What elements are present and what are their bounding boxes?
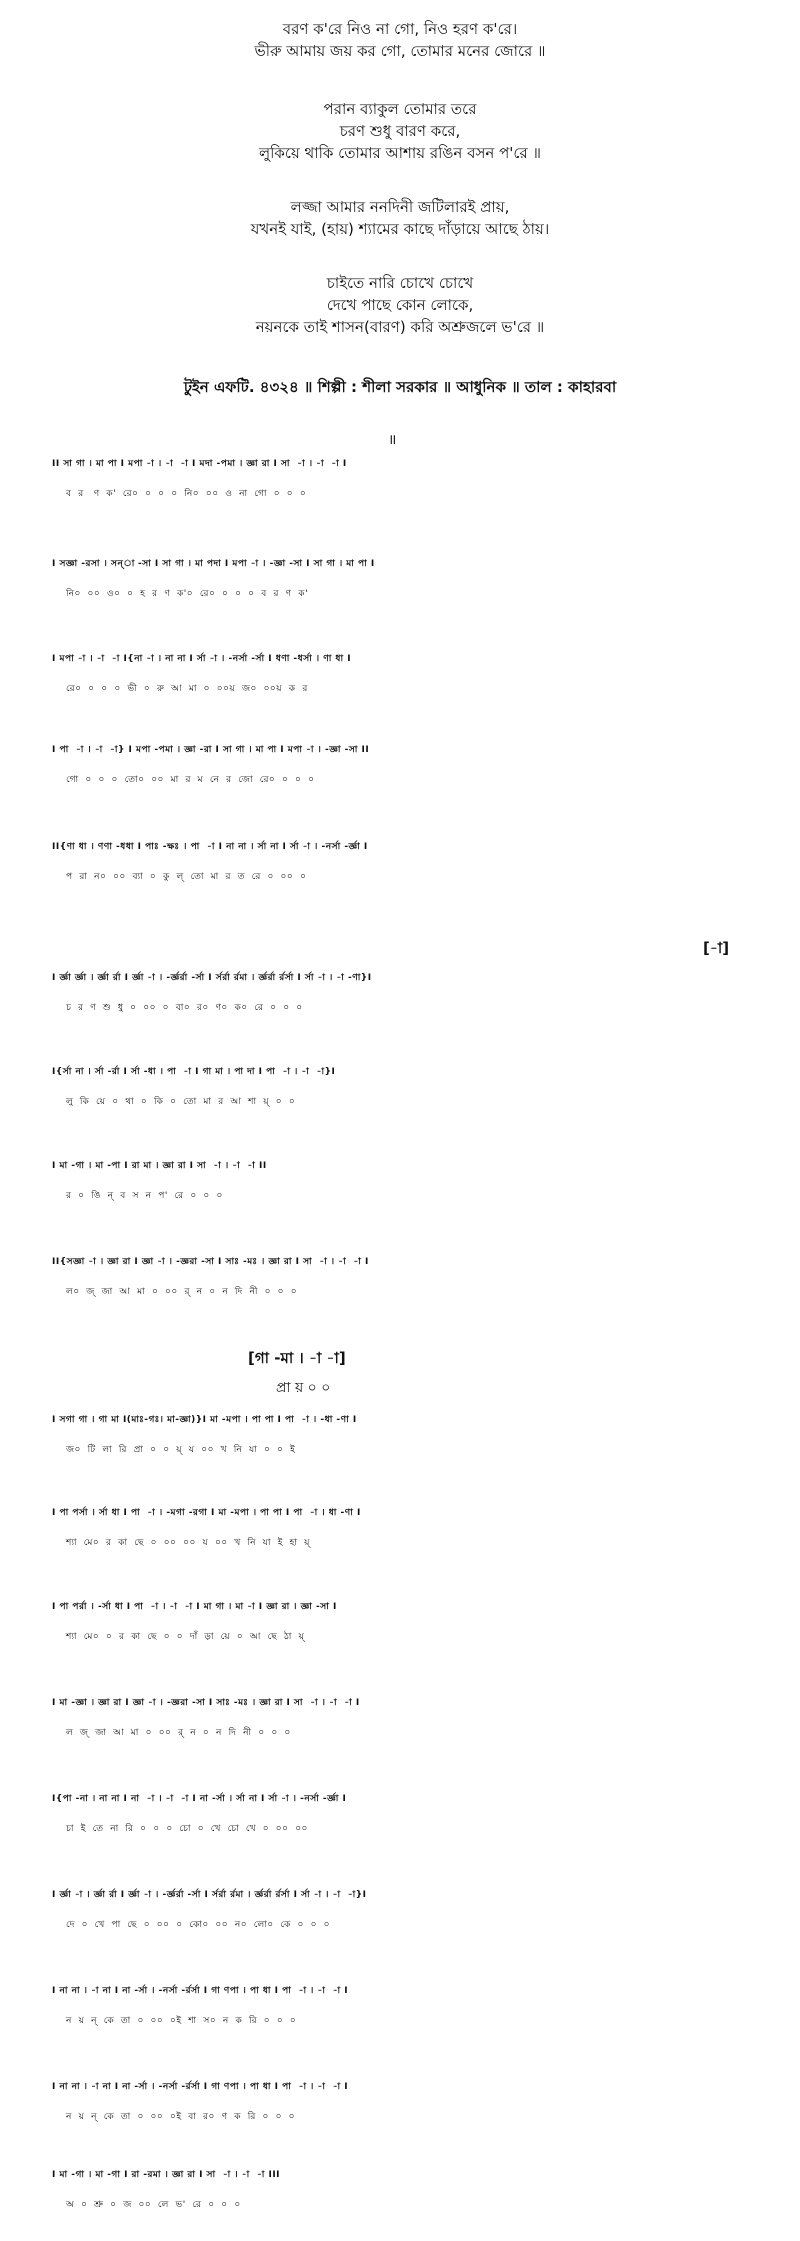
syllable-line: শ্যা মে০ ০ র কা ছে ০ ০ দাঁ ড়া য়ে ০ আ ছে ঠা য়্ xyxy=(66,1632,305,1642)
swara-line: II{ণা ধা । ণণা -ধধা I পাঃ -ক্ষঃ । পা -া I না না । র্সা না I র্সা -া । -নর্সা -র্জ্ঞা I xyxy=(52,842,368,852)
swara-line: I পা পর্সা । র্সা ধা I পা -া । -মগা -রগা I মা -মপা । পা পা I পা -া । ধা -ণা I xyxy=(52,1508,361,1518)
syllable-line: চ র ণ শু ধু ০ ০০ ০ বা০ র০ ণ০ ক০ রে ০ ০ ০ xyxy=(66,1003,303,1013)
lyric-line: যখনই যাই, (হায়) শ্যামের কাছে দাঁড়ায়ে আছে ঠায়। xyxy=(250,220,550,238)
syllable-line: রে০ ০ ০ ০ ভী ০ রু আ মা ০ ০০য় জ০ ০০য় ক র xyxy=(66,684,308,694)
swara-line: I মপা -া । -া -া I{না -া । না না I র্সা -া । -নর্সা -র্সা I ধণা -ধর্সা । ণা ধা I xyxy=(52,654,352,664)
song-meta-line: টুইন এফটি. ৪৩২৪ ॥ শিল্পী : শীলা সরকার ॥ আধুনিক ॥ তাল : কাহারবা xyxy=(183,378,617,396)
syllable-line: ল০ জ্ জা আ মা ০ ০০ র্ ন ০ ন দি নী ০ ০ ০ xyxy=(66,1287,298,1297)
syllable-line: প রা ন০ ০০ ব্যা ০ কু ল্ তো মা র ত রে ০ ০০ ০ xyxy=(66,872,307,882)
syllable-line: চা ই তে না রি ০ ০ ০ চো ০ খে চো খে ০ ০০ ০০ xyxy=(66,1824,308,1834)
swara-line: I না না । -া না I না -র্সা । -নর্সা -র্রর্সা I গা ণপা । পা ধা I পা -া । -া -া I xyxy=(52,1986,349,1996)
lyric-line: দেখে পাছে কোন লোকে, xyxy=(326,296,474,314)
lyric-line: চরণ শুধু বারণ করে, xyxy=(339,122,461,140)
swara-line: I র্জ্ঞা র্জ্ঞা । র্জ্ঞা র্রা I র্জ্ঞা -া । -র্জ্ঞর্রা -র্সা I র্সর্রা র্রমা । র্জ্ঞর্রা র্রর্সা I র্সা -া । -া -ণা}I xyxy=(52,973,372,983)
lyrics-stanza-2 xyxy=(0,98,800,164)
syllable-line: জ০ টি লা রি প্রা ০ ০ য়্ য ০০ খ নি যা ০ ০ ই xyxy=(66,1445,296,1455)
lyrics-stanza-4 xyxy=(0,272,800,338)
lyric-line: বরণ ক'রে নিও না গো, নিও হরণ ক'রে। xyxy=(282,20,518,38)
swara-line: II সা গা । মা পা I মপা -া । -া -া I মদা -পমা । জ্ঞা রা I সা -া । -া -া I xyxy=(52,459,347,469)
syllable-line: নি০ ০০ ও০ ০ হ র ণ ক'০ রে০ ০ ০ ০ ব র ণ ক' xyxy=(66,589,309,599)
swara-line: I{র্সা না । র্সা -র্রা I র্সা -ধা । পা -া I গা মা । পা দা I পা -া । -া -া}I xyxy=(52,1067,336,1077)
start-mark: ॥ xyxy=(388,432,397,448)
swara-line: I সজ্ঞা -রসা । সন্‌া -সা I সা গা । মা পদা I মপা -া । -জ্ঞা -সা I সা গা । মা পা I xyxy=(52,559,375,569)
lyric-line: লুকিয়ে থাকি তোমার আশায় রঙিন বসন প'রে ॥ xyxy=(258,144,542,162)
swara-line: I মা -জ্ঞা । জ্ঞা রা I জ্ঞা -া । -জ্ঞরা -সা I সাঃ -মঃ । জ্ঞা রা I সা -া । -া -া I xyxy=(52,1698,360,1708)
syllable-line: ব র ণ ক' রে০ ০ ০ ০ নি০ ০০ ও না গো ০ ০ ০ xyxy=(66,489,307,499)
alternate-syllables: প্রা য় ০ ০ xyxy=(276,1380,331,1396)
syllable-line: লু কি য়ে ০ থা ০ কি ০ তো মা র আ শা য়্ ০ ০ xyxy=(66,1097,296,1107)
swara-line: I{পা -না । না না I না -া । -া -া I না -র্সা । র্সা না I র্সা -া । -নর্সা -র্জ্ঞা I xyxy=(52,1794,347,1804)
syllable-line: শ্যা মে০ র কা ছে ০ ০০ ০০ য ০০ খ নি যা ই হা য়্ xyxy=(66,1538,310,1548)
lyrics-stanza-3 xyxy=(0,196,800,240)
alternate-note-bracket: [-া] xyxy=(703,939,730,957)
lyric-line: চাইতে নারি চোখে চোখে xyxy=(326,274,474,292)
swara-line: I পা -া । -া -া} I মপা -পমা । জ্ঞা -রা I সা গা । মা পা I মপা -া । -জ্ঞা -সা II xyxy=(52,745,370,755)
syllable-line: ল জ্ জা আ মা ০ ০০ র্ ন ০ ন দি নী ০ ০ ০ xyxy=(66,1728,291,1738)
syllable-line: অ ০ শ্রু ০ জ ০০ লে ভ' রে ০ ০ ০ xyxy=(66,2200,241,2210)
syllable-line: র ০ ঙি ন্ ব স ন প' রে ০ ০ ০ xyxy=(66,1191,223,1201)
syllable-line: গো ০ ০ ০ তো০ ০০ মা র ম নে র জো রে০ ০ ০ ০ xyxy=(66,775,315,785)
swara-line: I সগা গা । গা মা I(মাঃ-গঃ। মা-জ্ঞা)}I মা -মপা । পা পা I পা -া । -ধা -ণা I xyxy=(52,1415,357,1425)
syllable-line: ন য় ন্ কে তা ০ ০০ ০ই শা স০ ন ক রি ০ ০ ০ xyxy=(66,2016,297,2026)
syllable-line: দে ০ খে পা ছে ০ ০০ ০ কো০ ০০ ন০ লো০ কে ০ ০ ০ xyxy=(66,1920,331,1930)
lyric-line: লজ্জা আমার ননদিনী জটিলারই প্রায়, xyxy=(290,198,510,216)
lyric-line: ভীরু আমায় জয় কর গো, তোমার মনের জোরে ॥ xyxy=(254,42,546,60)
lyrics-stanza-1 xyxy=(0,18,800,62)
lyric-line: পরান ব্যাকুল তোমার তরে xyxy=(323,100,477,118)
swara-line: II{সজ্ঞা -া । জ্ঞা রা I জ্ঞা -া । -জ্ঞরা -সা I সাঃ -মঃ । জ্ঞা রা I সা -া । -া -া I xyxy=(52,1257,369,1267)
swara-line: I না না । -া না I না -র্সা । -নর্সা -র্রর্সা I গা ণপা । পা ধা I পা -া । -া -া I xyxy=(52,2082,349,2092)
swara-line: I মা -গা । মা -পা I রা মা । জ্ঞা রা I সা -া । -া -া II xyxy=(52,1161,267,1171)
alternate-note-bracket: [গা -মা । -া -া] xyxy=(248,1349,346,1367)
swara-line: I পা পর্রা । -র্সা ধা I পা -া । -া -া I মা গা । মা -া I জ্ঞা রা । জ্ঞা -সা I xyxy=(52,1602,337,1612)
lyric-line: নয়নকে তাই শাসন(বারণ) করি অশ্রুজলে ভ'রে ॥ xyxy=(255,318,545,336)
swara-line: I র্জ্ঞা -া । র্জ্ঞা র্রা I র্জ্ঞা -া । -র্জ্ঞর্রা -র্সা I র্সর্রা র্রমা । র্জ্ঞর্রা র্রর্সা I র্সা -া । -া -া}I xyxy=(52,1890,367,1900)
swara-line: I মা -গা । মা -গা I রা -রমা । জ্ঞা রা I সা -া । -া -া III xyxy=(52,2170,281,2180)
syllable-line: ন য় ন্ কে তা ০ ০০ ০ই বা র০ ণ ক রি ০ ০ ০ xyxy=(66,2112,296,2122)
